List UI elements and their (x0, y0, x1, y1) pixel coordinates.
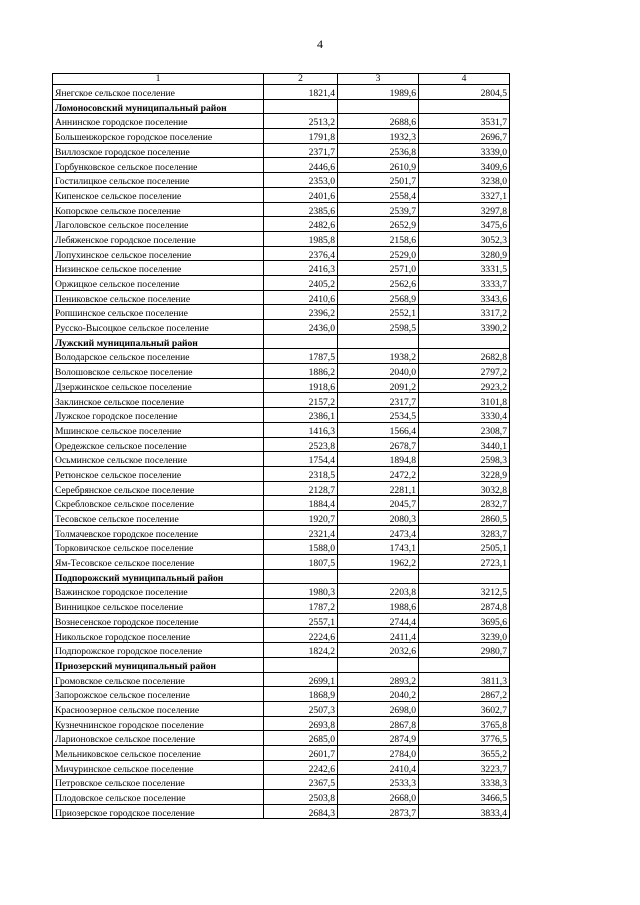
value-cell-v3: 2281,1 (338, 481, 419, 496)
value-cell-v2: 2503,8 (264, 790, 338, 805)
value-cell-v2: 2128,7 (264, 481, 338, 496)
settlement-name: Янегское сельское поселение (53, 85, 264, 100)
settlement-name: Заклинское сельское поселение (53, 393, 264, 408)
district-name: Ломоносовский муниципальный район (53, 99, 264, 114)
value-cell-v4: 3695,6 (419, 613, 510, 628)
district-name: Приозерский муниципальный район (53, 657, 264, 672)
value-cell-v3: 2411,4 (338, 628, 419, 643)
table-row (53, 745, 510, 760)
value-cell-v3: 2874,9 (338, 731, 419, 746)
value-cell-v4: 3331,5 (419, 261, 510, 276)
settlement-name: Никольское городское поселение (53, 628, 264, 643)
value-cell-v4: 2505,1 (419, 540, 510, 555)
value-cell-v2: 2396,2 (264, 305, 338, 320)
empty-cell (264, 334, 338, 349)
table-row (53, 173, 510, 188)
value-cell-v2: 2353,0 (264, 173, 338, 188)
value-cell-v2: 2416,3 (264, 261, 338, 276)
settlement-name: Дзержинское сельское поселение (53, 378, 264, 393)
table-row (53, 202, 510, 217)
value-cell-v4: 3466,5 (419, 790, 510, 805)
value-cell-v4: 3333,7 (419, 275, 510, 290)
value-cell-v3: 2410,4 (338, 760, 419, 775)
value-cell-v3: 1932,3 (338, 129, 419, 144)
value-cell-v4: 2867,2 (419, 687, 510, 702)
table-row (53, 246, 510, 261)
value-cell-v4: 3330,4 (419, 408, 510, 423)
value-cell-v2: 2523,8 (264, 437, 338, 452)
value-cell-v4: 3228,9 (419, 466, 510, 481)
value-cell-v3: 2203,8 (338, 584, 419, 599)
value-cell-v4: 3317,2 (419, 305, 510, 320)
value-cell-v2: 1918,6 (264, 378, 338, 393)
settlement-name: Ларионовское сельское поселение (53, 731, 264, 746)
table-row (53, 187, 510, 202)
value-cell-v4: 3475,6 (419, 217, 510, 232)
value-cell-v3: 2688,6 (338, 114, 419, 129)
empty-cell (264, 569, 338, 584)
value-cell-v3: 1938,2 (338, 349, 419, 364)
table-row (53, 85, 510, 100)
value-cell-v3: 2158,6 (338, 231, 419, 246)
settlement-name: Петровское сельское поселение (53, 775, 264, 790)
district-header-row (53, 334, 510, 349)
settlement-name: Мельниковское сельское поселение (53, 745, 264, 760)
value-cell-v3: 1988,6 (338, 599, 419, 614)
header-cell-2: 2 (264, 74, 338, 85)
table-row (53, 643, 510, 658)
settlement-name: Кузнечнинское городское поселение (53, 716, 264, 731)
table-row (53, 114, 510, 129)
settlement-name: Мшинское сельское поселение (53, 422, 264, 437)
value-cell-v4: 3765,8 (419, 716, 510, 731)
value-cell-v4: 2696,7 (419, 129, 510, 144)
settlement-name: Серебрянское сельское поселение (53, 481, 264, 496)
table-row (53, 760, 510, 775)
table-row (53, 510, 510, 525)
settlement-name: Запорожское сельское поселение (53, 687, 264, 702)
table-row (53, 452, 510, 467)
value-cell-v2: 1787,2 (264, 599, 338, 614)
settlement-name: Кипенское сельское поселение (53, 187, 264, 202)
value-cell-v3: 2534,5 (338, 408, 419, 423)
value-cell-v2: 2507,3 (264, 701, 338, 716)
value-cell-v3: 2668,0 (338, 790, 419, 805)
table-row (53, 481, 510, 496)
table-row (53, 672, 510, 687)
value-cell-v2: 2699,1 (264, 672, 338, 687)
value-cell-v2: 1791,8 (264, 129, 338, 144)
value-cell-v3: 1989,6 (338, 85, 419, 100)
settlement-name: Пениковское сельское поселение (53, 290, 264, 305)
value-cell-v4: 3776,5 (419, 731, 510, 746)
value-cell-v3: 2501,7 (338, 173, 419, 188)
value-cell-v2: 2157,2 (264, 393, 338, 408)
value-cell-v2: 1920,7 (264, 510, 338, 525)
value-cell-v4: 2980,7 (419, 643, 510, 658)
empty-cell (264, 657, 338, 672)
table-row (53, 716, 510, 731)
settlement-name: Копорское сельское поселение (53, 202, 264, 217)
value-cell-v4: 2923,2 (419, 378, 510, 393)
value-cell-v2: 2405,2 (264, 275, 338, 290)
value-cell-v2: 1588,0 (264, 540, 338, 555)
value-cell-v4: 3440,1 (419, 437, 510, 452)
district-header-row (53, 99, 510, 114)
empty-cell (338, 99, 419, 114)
settlement-name: Приозерское городское поселение (53, 804, 264, 819)
value-cell-v2: 2436,0 (264, 320, 338, 335)
value-cell-v4: 3223,7 (419, 760, 510, 775)
value-cell-v4: 2860,5 (419, 510, 510, 525)
table-row (53, 378, 510, 393)
table-row (53, 364, 510, 379)
value-cell-v4: 3811,3 (419, 672, 510, 687)
value-cell-v4: 3409,6 (419, 158, 510, 173)
value-cell-v4: 3602,7 (419, 701, 510, 716)
value-cell-v3: 2539,7 (338, 202, 419, 217)
value-cell-v2: 2401,6 (264, 187, 338, 202)
value-cell-v3: 2032,6 (338, 643, 419, 658)
value-cell-v2: 2385,6 (264, 202, 338, 217)
table-row (53, 422, 510, 437)
value-cell-v3: 2598,5 (338, 320, 419, 335)
table-header-row (53, 74, 510, 85)
value-cell-v4: 2682,8 (419, 349, 510, 364)
settlement-name: Лаголовское сельское поселение (53, 217, 264, 232)
settlement-name: Ям-Тесовское сельское поселение (53, 555, 264, 570)
value-cell-v4: 2308,7 (419, 422, 510, 437)
settlement-name: Толмачевское городское поселение (53, 525, 264, 540)
value-cell-v4: 3052,3 (419, 231, 510, 246)
table-row (53, 775, 510, 790)
value-cell-v4: 3239,0 (419, 628, 510, 643)
table-row (53, 790, 510, 805)
empty-cell (338, 334, 419, 349)
value-cell-v2: 2376,4 (264, 246, 338, 261)
value-cell-v4: 3343,6 (419, 290, 510, 305)
settlement-name: Скребловское сельское поселение (53, 496, 264, 511)
settlement-name: Громовское сельское поселение (53, 672, 264, 687)
table-row (53, 466, 510, 481)
table-row (53, 393, 510, 408)
table-row (53, 525, 510, 540)
district-name: Подпорожский муниципальный район (53, 569, 264, 584)
district-header-row (53, 569, 510, 584)
table-row (53, 540, 510, 555)
table-row (53, 320, 510, 335)
value-cell-v2: 1807,5 (264, 555, 338, 570)
table-row (53, 804, 510, 819)
value-cell-v4: 3283,7 (419, 525, 510, 540)
value-cell-v2: 1985,8 (264, 231, 338, 246)
value-cell-v2: 2371,7 (264, 143, 338, 158)
page-number: 4 (317, 37, 323, 51)
value-cell-v3: 2867,8 (338, 716, 419, 731)
value-cell-v3: 2040,0 (338, 364, 419, 379)
table-row (53, 129, 510, 144)
value-cell-v4: 3655,2 (419, 745, 510, 760)
settlement-name: Подпорожское городское поселение (53, 643, 264, 658)
value-cell-v3: 2040,2 (338, 687, 419, 702)
district-header-row (53, 657, 510, 672)
table-row (53, 158, 510, 173)
settlement-name: Волошовское сельское поселение (53, 364, 264, 379)
value-cell-v3: 2317,7 (338, 393, 419, 408)
settlement-name: Большеижорское городское поселение (53, 129, 264, 144)
value-cell-v2: 2224,6 (264, 628, 338, 643)
header-cell-3: 3 (338, 74, 419, 85)
value-cell-v2: 1754,4 (264, 452, 338, 467)
value-cell-v2: 2321,4 (264, 525, 338, 540)
empty-cell (338, 657, 419, 672)
value-cell-v2: 1821,4 (264, 85, 338, 100)
value-cell-v4: 2832,7 (419, 496, 510, 511)
value-cell-v4: 3338,3 (419, 775, 510, 790)
value-cell-v3: 2571,0 (338, 261, 419, 276)
value-cell-v3: 2678,7 (338, 437, 419, 452)
settlement-name: Низинское сельское поселение (53, 261, 264, 276)
value-cell-v4: 3238,0 (419, 173, 510, 188)
value-cell-v3: 2568,9 (338, 290, 419, 305)
value-cell-v2: 2693,8 (264, 716, 338, 731)
value-cell-v2: 1416,3 (264, 422, 338, 437)
value-cell-v2: 2685,0 (264, 731, 338, 746)
settlement-name: Винницкое сельское поселение (53, 599, 264, 614)
table-row (53, 305, 510, 320)
value-cell-v3: 2873,7 (338, 804, 419, 819)
value-cell-v3: 2562,6 (338, 275, 419, 290)
settlement-name: Вознесенское городское поселение (53, 613, 264, 628)
table-row (53, 290, 510, 305)
table-row (53, 496, 510, 511)
value-cell-v3: 1962,2 (338, 555, 419, 570)
value-cell-v4: 3531,7 (419, 114, 510, 129)
empty-cell (419, 569, 510, 584)
empty-cell (419, 99, 510, 114)
value-cell-v3: 2558,4 (338, 187, 419, 202)
value-cell-v3: 2784,0 (338, 745, 419, 760)
value-cell-v4: 3212,5 (419, 584, 510, 599)
value-cell-v4: 3297,8 (419, 202, 510, 217)
value-cell-v4: 2804,5 (419, 85, 510, 100)
value-cell-v4: 3032,8 (419, 481, 510, 496)
table-row (53, 275, 510, 290)
settlement-name: Важинское городское поселение (53, 584, 264, 599)
value-cell-v2: 1886,2 (264, 364, 338, 379)
value-cell-v4: 2874,8 (419, 599, 510, 614)
table-row (53, 687, 510, 702)
table-row (53, 701, 510, 716)
value-cell-v3: 1894,8 (338, 452, 419, 467)
value-cell-v3: 2652,9 (338, 217, 419, 232)
table-body (53, 74, 510, 819)
header-cell-4: 4 (419, 74, 510, 85)
table-row (53, 599, 510, 614)
value-cell-v2: 2367,5 (264, 775, 338, 790)
settlement-name: Лопухинское сельское поселение (53, 246, 264, 261)
value-cell-v4: 3833,4 (419, 804, 510, 819)
value-cell-v3: 2698,0 (338, 701, 419, 716)
value-cell-v3: 2610,9 (338, 158, 419, 173)
value-cell-v3: 2473,4 (338, 525, 419, 540)
value-cell-v4: 2598,3 (419, 452, 510, 467)
value-cell-v2: 2446,6 (264, 158, 338, 173)
value-cell-v3: 1566,4 (338, 422, 419, 437)
empty-cell (338, 569, 419, 584)
settlement-name: Оредежское сельское поселение (53, 437, 264, 452)
settlement-name: Аннинское городское поселение (53, 114, 264, 129)
value-cell-v3: 2529,0 (338, 246, 419, 261)
value-cell-v4: 3101,8 (419, 393, 510, 408)
value-cell-v2: 2557,1 (264, 613, 338, 628)
value-cell-v2: 2513,2 (264, 114, 338, 129)
empty-cell (419, 657, 510, 672)
settlement-name: Тесовское сельское поселение (53, 510, 264, 525)
table-row (53, 231, 510, 246)
value-cell-v4: 2723,1 (419, 555, 510, 570)
value-cell-v2: 1868,9 (264, 687, 338, 702)
value-cell-v4: 3390,2 (419, 320, 510, 335)
value-cell-v2: 2684,3 (264, 804, 338, 819)
table-row (53, 555, 510, 570)
table-row (53, 349, 510, 364)
header-cell-1: 1 (53, 74, 264, 85)
value-cell-v2: 1824,2 (264, 643, 338, 658)
value-cell-v3: 2536,8 (338, 143, 419, 158)
value-cell-v3: 1743,1 (338, 540, 419, 555)
settlement-name: Оржицкое сельское поселение (53, 275, 264, 290)
table-row (53, 613, 510, 628)
settlement-name: Виллозское городское поселение (53, 143, 264, 158)
value-cell-v2: 1884,4 (264, 496, 338, 511)
value-cell-v3: 2091,2 (338, 378, 419, 393)
settlement-name: Гостилицкое сельское поселение (53, 173, 264, 188)
value-cell-v2: 1787,5 (264, 349, 338, 364)
empty-cell (419, 334, 510, 349)
settlement-name: Красноозерное сельское поселение (53, 701, 264, 716)
data-table (52, 73, 510, 819)
table-row (53, 437, 510, 452)
value-cell-v4: 3280,9 (419, 246, 510, 261)
settlement-name: Лужское городское поселение (53, 408, 264, 423)
value-cell-v2: 2318,5 (264, 466, 338, 481)
value-cell-v4: 3339,0 (419, 143, 510, 158)
value-cell-v3: 2893,2 (338, 672, 419, 687)
value-cell-v2: 2410,6 (264, 290, 338, 305)
value-cell-v2: 2601,7 (264, 745, 338, 760)
value-cell-v2: 2242,6 (264, 760, 338, 775)
value-cell-v3: 2744,4 (338, 613, 419, 628)
value-cell-v4: 3327,1 (419, 187, 510, 202)
value-cell-v2: 1980,3 (264, 584, 338, 599)
value-cell-v3: 2533,3 (338, 775, 419, 790)
district-name: Лужский муниципальный район (53, 334, 264, 349)
value-cell-v2: 2482,6 (264, 217, 338, 232)
settlement-name: Ретюнское сельское поселение (53, 466, 264, 481)
value-cell-v3: 2045,7 (338, 496, 419, 511)
value-cell-v3: 2552,1 (338, 305, 419, 320)
settlement-name: Осьминское сельское поселение (53, 452, 264, 467)
settlement-name: Русско-Высоцкое сельское поселение (53, 320, 264, 335)
empty-cell (264, 99, 338, 114)
settlement-name: Плодовское сельское поселение (53, 790, 264, 805)
settlement-name: Горбунковское сельское поселение (53, 158, 264, 173)
table-row (53, 584, 510, 599)
value-cell-v3: 2472,2 (338, 466, 419, 481)
table-row (53, 217, 510, 232)
settlement-name: Ропшинское сельское поселение (53, 305, 264, 320)
value-cell-v4: 2797,2 (419, 364, 510, 379)
settlement-name: Мичуринское сельское поселение (53, 760, 264, 775)
table-row (53, 628, 510, 643)
table-row (53, 261, 510, 276)
value-cell-v3: 2080,3 (338, 510, 419, 525)
settlement-name: Володарское сельское поселение (53, 349, 264, 364)
table-row (53, 408, 510, 423)
table-row (53, 143, 510, 158)
settlement-name: Лебяженское городское поселение (53, 231, 264, 246)
value-cell-v2: 2386,1 (264, 408, 338, 423)
table-row (53, 731, 510, 746)
settlement-name: Торковичское сельское поселение (53, 540, 264, 555)
